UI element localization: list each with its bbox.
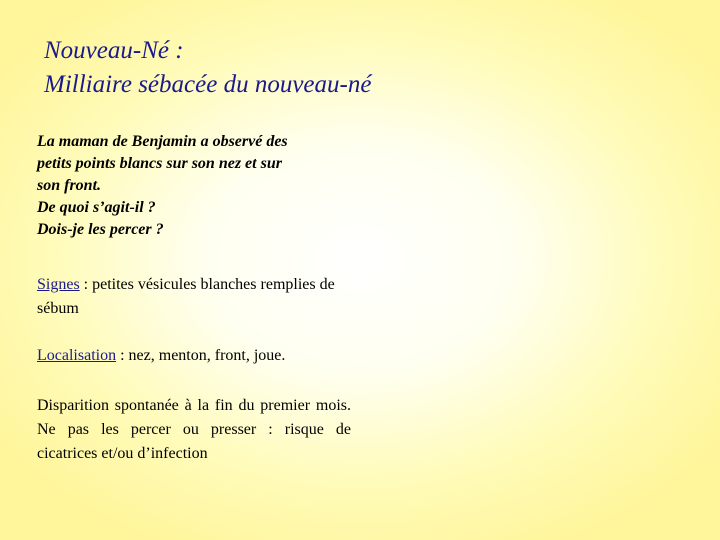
case-question-line: Dois-je les percer ? xyxy=(37,221,164,238)
localisation-paragraph xyxy=(37,344,351,368)
signes-text: : petites vésicules blanches remplies de sébum xyxy=(37,276,335,317)
localisation-label: Localisation xyxy=(37,347,117,364)
signes-label: Signes xyxy=(37,276,80,293)
slide-title-line-2: Milliaire sébacée du nouveau-né xyxy=(44,71,372,98)
case-question-line: petits points blancs sur son nez et sur xyxy=(37,155,282,172)
case-question xyxy=(37,131,367,241)
localisation-text: : nez, menton, front, joue. xyxy=(116,347,286,364)
disparition-paragraph: Disparition spontanée à la fin du premier mois. Ne pas les percer ou presser : risque de cicatrices et/ou d’infection xyxy=(37,397,351,462)
case-question-line: son front. xyxy=(37,177,102,194)
slide-title xyxy=(44,34,371,102)
signes-paragraph xyxy=(37,273,351,321)
slide-title-line-1: Nouveau-Né : xyxy=(44,37,184,64)
case-question-line: La maman de Benjamin a observé des xyxy=(37,133,288,150)
case-question-line: De quoi s’agit-il ? xyxy=(37,199,156,216)
